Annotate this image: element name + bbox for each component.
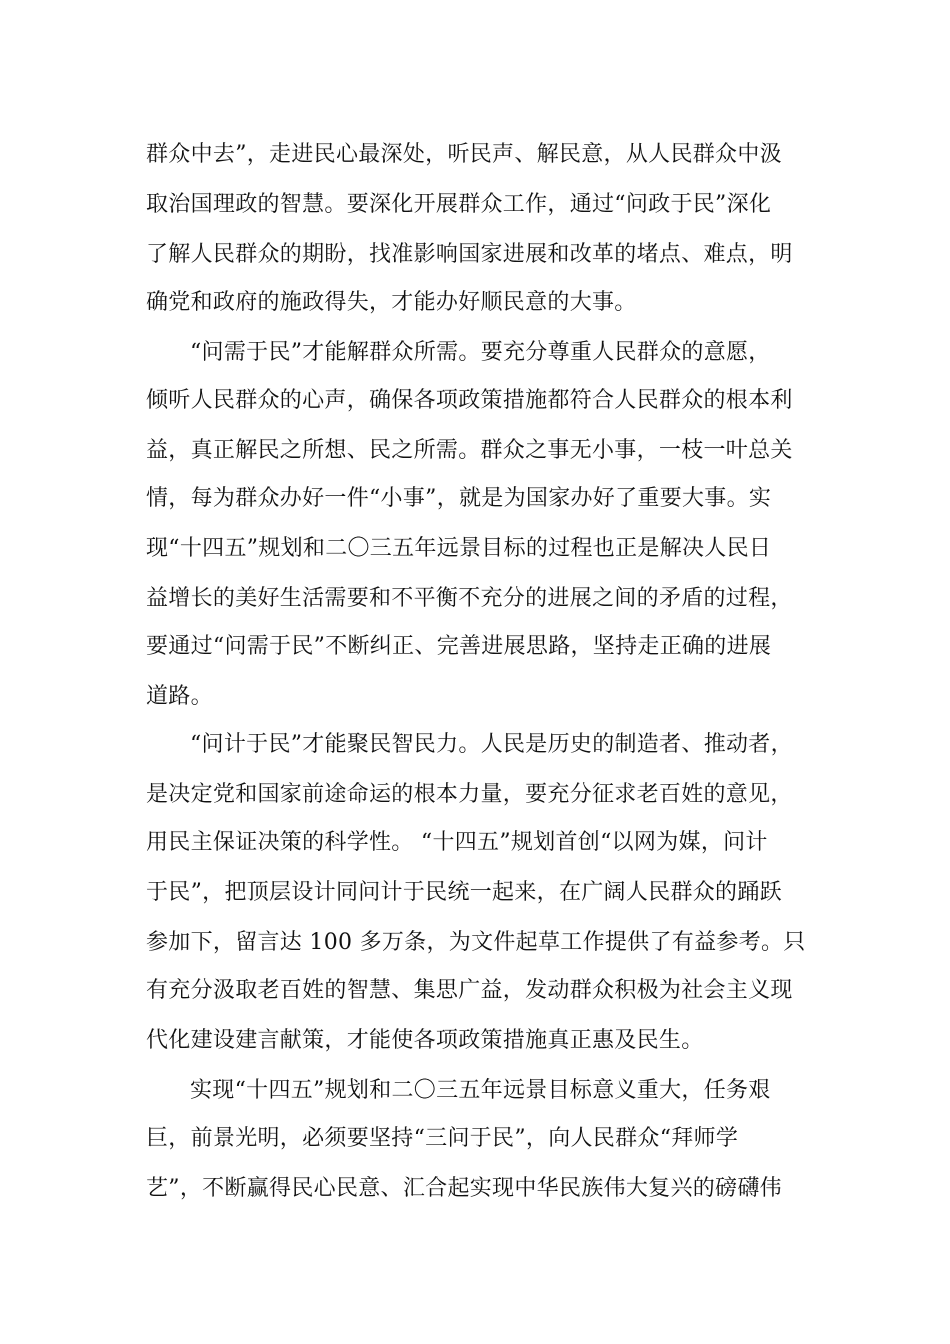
text-line-17: 参加下，留言达 100 多万条，为文件起草工作提供了有益参考。只 [146, 930, 806, 955]
text-line-12: 道路。 [146, 684, 213, 709]
text-line-18: 有充分汲取老百姓的智慧、集思广益，发动群众积极为社会主义现 [146, 978, 793, 1003]
text-line-3: 了解人民群众的期盼，找准影响国家进展和改革的堵点、难点，明 [146, 242, 793, 267]
paragraph-start-conclusion: 实现“十四五”规划和二〇三五年远景目标意义重大，任务艰 [190, 1078, 771, 1103]
text-line-22: 艺”，不断赢得民心民意、汇合起实现中华民族伟大复兴的磅礴伟 [146, 1176, 782, 1201]
text-line-4: 确党和政府的施政得失，才能办好顺民意的大事。 [146, 290, 637, 315]
text-line-1: 群众中去”，走进民心最深处，听民声、解民意，从人民群众中汲 [146, 142, 782, 167]
text-line-2: 取治国理政的智慧。要深化开展群众工作，通过“问政于民”深化 [146, 192, 772, 217]
text-line-6: 倾听人民群众的心声，确保各项政策措施都符合人民群众的根本利 [146, 388, 793, 413]
text-line-8: 情，每为群众办好一件“小事”，就是为国家办好了重要大事。实 [146, 486, 772, 511]
text-line-16: 于民”，把顶层设计同问计于民统一起来，在广阔人民群众的踊跃 [146, 880, 782, 905]
text-line-14: 是决定党和国家前途命运的根本力量，要充分征求老百姓的意见， [146, 782, 793, 807]
text-line-7: 益，真正解民之所想、民之所需。群众之事无小事，一枝一叶总关 [146, 438, 793, 463]
text-line-10: 益增长的美好生活需要和不平衡不充分的进展之间的矛盾的过程， [146, 586, 793, 611]
text-line-21: 巨，前景光明，必须要坚持“三问于民”，向人民群众“拜师学 [146, 1126, 739, 1151]
paragraph-start-wen-ji: “问计于民”才能聚民智民力。人民是历史的制造者、推动者， [190, 732, 793, 757]
text-line-11: 要通过“问需于民”不断纠正、完善进展思路，坚持走正确的进展 [146, 634, 772, 659]
text-line-19: 代化建设建言献策，才能使各项政策措施真正惠及民生。 [146, 1028, 704, 1053]
paragraph-start-wen-xu: “问需于民”才能解群众所需。要充分尊重人民群众的意愿， [190, 340, 771, 365]
text-line-9: 现“十四五”规划和二〇三五年远景目标的过程也正是解决人民日 [146, 536, 772, 561]
text-line-15: 用民主保证决策的科学性。 “十四五”规划首创“以网为媒，问计 [146, 830, 768, 855]
